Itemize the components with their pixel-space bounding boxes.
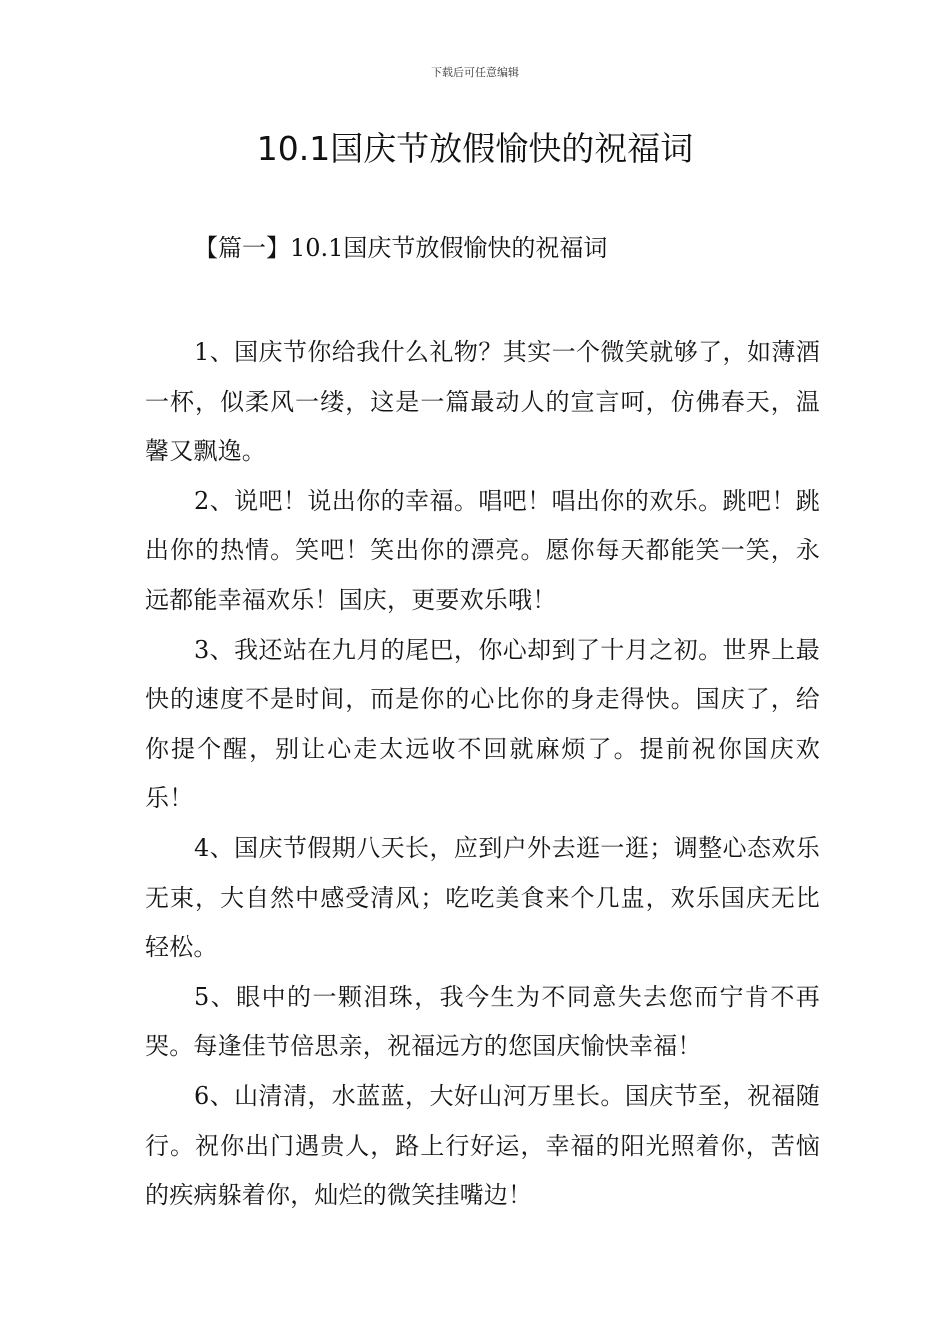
paragraph-1: 1、国庆节你给我什么礼物？其实一个微笑就够了，如薄酒一杯，似柔风一缕，这是一篇最动人的宣言呵，仿佛春天，温馨又飘逸。	[145, 338, 820, 466]
document-body	[145, 328, 820, 1221]
page-header-note: 下载后可任意编辑	[431, 66, 519, 79]
paragraph-5: 5、眼中的一颗泪珠，我今生为不同意失去您而宁肯不再哭。每逢佳节倍思亲，祝福远方的您国庆愉快幸福！	[145, 982, 820, 1061]
document-title: 10.1国庆节放假愉快的祝福词	[256, 129, 694, 168]
paragraph-6: 6、山清清，水蓝蓝，大好山河万里长。国庆节至，祝福随行。祝你出门遇贵人，路上行好运，幸福的阳光照着你，苦恼的疾病躲着你，灿烂的微笑挂嘴边！	[145, 1081, 820, 1210]
paragraph-2: 2、说吧！说出你的幸福。唱吧！唱出你的欢乐。跳吧！跳出你的热情。笑吧！笑出你的漂亮。愿你每天都能笑一笑，永远都能幸福欢乐！国庆，更要欢乐哦！	[145, 486, 820, 614]
paragraph-3: 3、我还站在九月的尾巴，你心却到了十月之初。世界上最快的速度不是时间，而是你的心比你的身走得快。国庆了，给你提个醒，别让心走太远收不回就麻烦了。提前祝你国庆欢乐！	[145, 635, 820, 813]
paragraph-4: 4、国庆节假期八天长，应到户外去逛一逛；调整心态欢乐无束，大自然中感受清风；吃吃美食来个几盅，欢乐国庆无比轻松。	[145, 833, 820, 962]
section-heading: 【篇一】10.1国庆节放假愉快的祝福词	[194, 234, 608, 262]
